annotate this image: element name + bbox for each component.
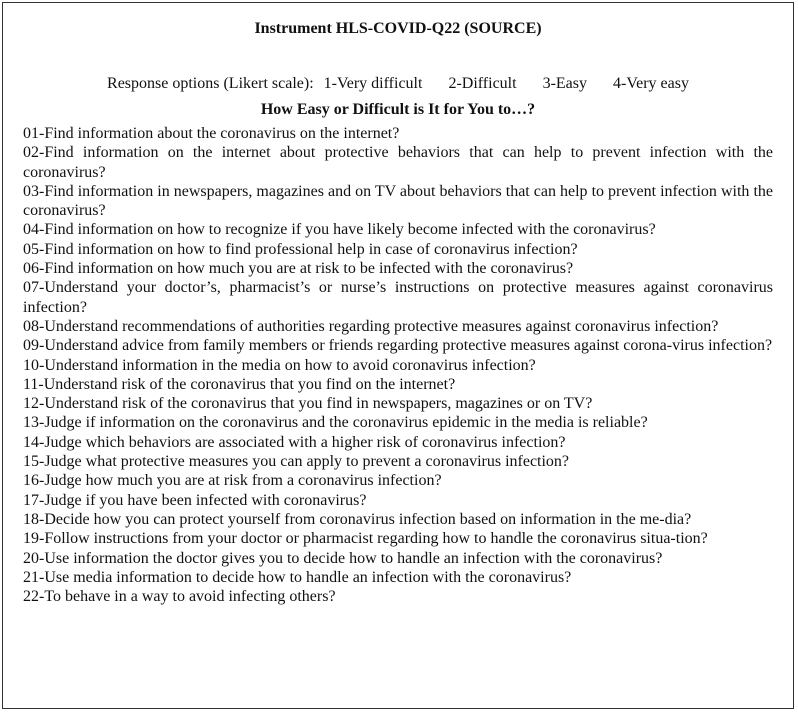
question-item: 10-Understand information in the media on how to avoid coronavirus infection? [23,356,536,374]
question-item: 07-Understand your doctor’s, pharmacist’s or nurse’s instructions on protective measures against coronavirus infection? [23,279,773,316]
question-item: 01-Find information about the coronavirus on the internet? [23,125,400,142]
question-item: 06-Find information on how much you are at risk to be infected with the coronavirus? [23,260,574,278]
question-item: 19-Follow instructions from your doctor or pharmacist regarding how to handle the coronavirus situa-tion? [23,530,708,548]
response-options-line [3,74,793,94]
question-item: 04-Find information on how to recognize if you have likely become infected with the coronavirus? [23,221,656,239]
question-item: 08-Understand recommendations of authorities regarding protective measures against coronavirus infection? [23,317,719,335]
question-list [23,124,773,606]
instrument-box [2,2,794,709]
question-item: 17-Judge if you have been infected with coronavirus? [23,491,367,509]
response-options-prefix: Response options (Likert scale): [107,75,314,92]
question-item: 18-Decide how you can protect yourself from coronavirus infection based on information in the me-dia? [23,510,692,528]
question-item: 22-To behave in a way to avoid infecting others? [23,588,336,606]
response-option-3: 3-Easy [542,75,588,92]
question-item: 11-Understand risk of the coronavirus that you find on the internet? [23,375,456,393]
instrument-title: Instrument HLS-COVID-Q22 (SOURCE) [254,20,542,37]
response-option-4: 4-Very easy [613,75,689,92]
question-item: 15-Judge what protective measures you can apply to prevent a coronavirus infection? [23,453,570,471]
response-option-2: 2-Difficult [448,75,517,92]
question-heading: How Easy or Difficult is It for You to…? [260,101,536,118]
question-item: 21-Use media information to decide how to handle an infection with the coronavirus? [23,568,572,586]
question-item: 14-Judge which behaviors are associated with a higher risk of coronavirus infection? [23,433,566,451]
question-item: 16-Judge how much you are at risk from a coronavirus infection? [23,472,442,490]
response-option-1: 1-Very difficult [323,75,423,92]
question-item: 03-Find information in newspapers, magazines and on TV about behaviors that can help to prevent infection with the coronavirus? [23,182,773,220]
question-item: 13-Judge if information on the coronavirus and the coronavirus epidemic in the media is reliable? [23,414,648,432]
question-item: 09-Understand advice from family members or friends regarding protective measures against corona-virus infection? [23,337,773,355]
question-item: 12-Understand risk of the coronavirus that you find in newspapers, magazines or on TV? [23,395,593,413]
question-item: 20-Use information the doctor gives you to decide how to handle an infection with the coronavirus? [23,549,663,567]
question-item: 05-Find information on how to find professional help in case of coronavirus infection? [23,240,578,258]
question-item: 02-Find information on the internet about protective behaviors that can help to prevent infection with the coronavirus? [23,144,773,181]
